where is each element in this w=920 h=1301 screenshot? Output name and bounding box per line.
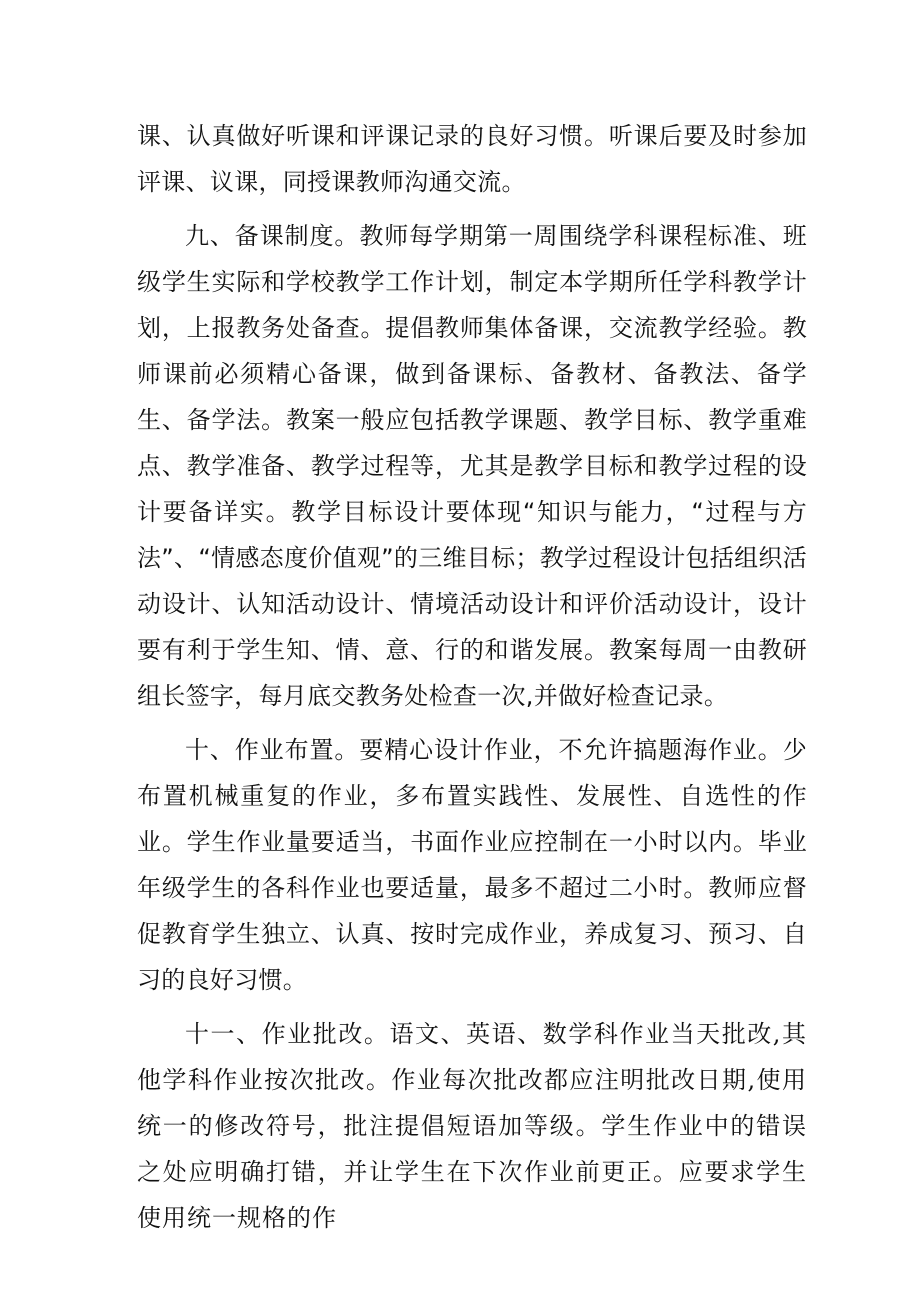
paragraph-homework-grading: 十一、作业批改。语文、英语、数学科作业当天批改,其他学科作业按次批改。作业每次批改都应注明批改日期,使用统一的修改符号，批注提倡短语加等级。学生作业中的错误之处应明确打错，并让学生在下次作业前更正。应要求学生使用统一规格的作 [137,1020,807,1232]
paragraph-continuation: 课、认真做好听课和评课记录的良好习惯。听课后要及时参加评课、议课，同授课教师沟通交流。 [137,122,807,196]
paragraph-lesson-preparation: 九、备课制度。教师每学期第一周围绕学科课程标准、班级学生实际和学校教学工作计划，制定本学期所任学科教学计划，上报教务处备查。提倡教师集体备课，交流教学经验。教师课前必须精心备课，做到备课标、备教材、备教法、备学生、备学法。教案一般应包括教学课题、教学目标、教学重难点、教学准备、教学过程等，尤其是教学目标和教学过程的设计要备详实。教学目标设计要体现“知识与能力，“过程与方法”、“情感态度价值观”的三维目标；教学过程设计包括组织活动设计、认知活动设计、情境活动设计和评价活动设计，设计要有利于学生知、情、意、行的和谐发展。教案每周一由教研组长签字，每月底交教务处检查一次,并做好检查记录。 [137,222,807,710]
document-body [137,113,807,1249]
paragraph-homework-assignment: 十、作业布置。要精心设计作业，不允许搞题海作业。少布置机械重复的作业，多布置实践性、发展性、自选性的作业。学生作业量要适当，书面作业应控制在一小时以内。毕业年级学生的各科作业也要适量，最多不超过二小时。教师应督促教育学生独立、认真、按时完成作业，养成复习、预习、自习的良好习惯。 [137,736,807,994]
